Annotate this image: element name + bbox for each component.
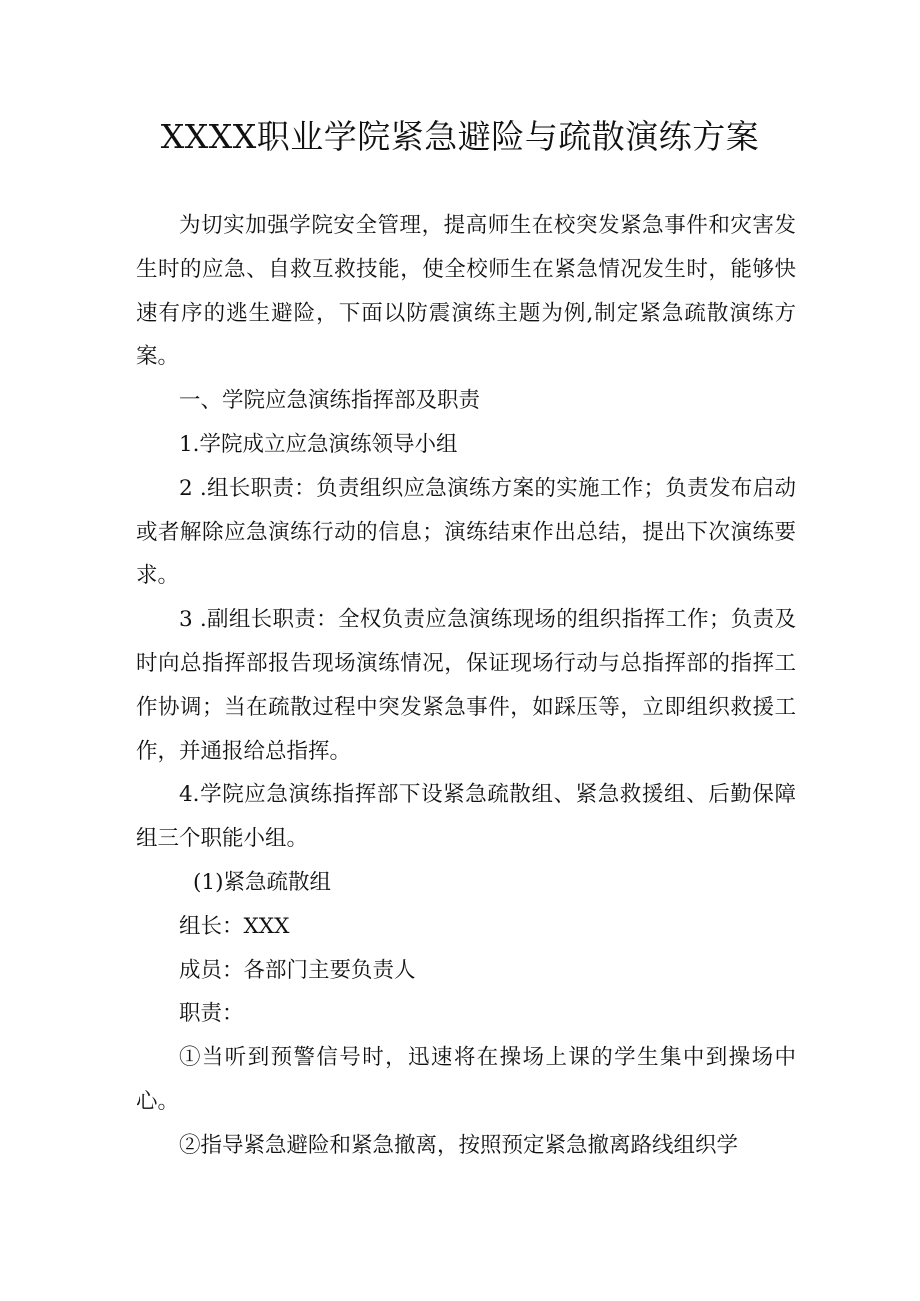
item-functional-groups: 4.学院应急演练指挥部下设紧急疏散组、紧急救援组、后勤保障组三个职能小组。 bbox=[136, 782, 796, 852]
group-leader-line: 组长：XXX bbox=[179, 913, 290, 939]
duties-label: 职责： bbox=[179, 1001, 244, 1027]
section-heading-command: 一、学院应急演练指挥部及职责 bbox=[179, 388, 481, 414]
intro-paragraph: 为切实加强学院安全管理，提高师生在校突发紧急事件和灾害发生时的应急、自救互救技能，使全校师生在紧急情况发生时，能够快速有序的逃生避险，下面以防震演练主题为例,制定紧急疏散演练方案。 bbox=[136, 213, 796, 370]
group-members-line: 成员：各部门主要负责人 bbox=[179, 957, 416, 983]
item-deputy-leader-duties: 3 .副组长职责：全权负责应急演练现场的组织指挥工作；负责及时向总指挥部报告现场演练情况，保证现场行动与总指挥部的指挥工作协调；当在疏散过程中突发紧急事件，如踩压等，立即组织救援工作，并通报给总指挥。 bbox=[136, 607, 796, 764]
item-leadership-group: 1.学院成立应急演练领导小组 bbox=[179, 431, 458, 457]
duty-item-2: ②指导紧急避险和紧急撤离，按照预定紧急撤离路线组织学 bbox=[179, 1132, 739, 1158]
duty-item-1: ①当听到预警信号时，迅速将在操场上课的学生集中到操场中心。 bbox=[136, 1045, 796, 1114]
document-body bbox=[136, 204, 796, 1168]
subheading-evacuation-group: (1)紧急疏散组 bbox=[193, 869, 331, 895]
document-title: XXXX职业学院紧急避险与疏散演练方案 bbox=[160, 117, 760, 156]
item-leader-duties: 2 .组长职责：负责组织应急演练方案的实施工作；负责发布启动或者解除应急演练行动的信息；演练结束作出总结，提出下次演练要求。 bbox=[136, 475, 796, 589]
